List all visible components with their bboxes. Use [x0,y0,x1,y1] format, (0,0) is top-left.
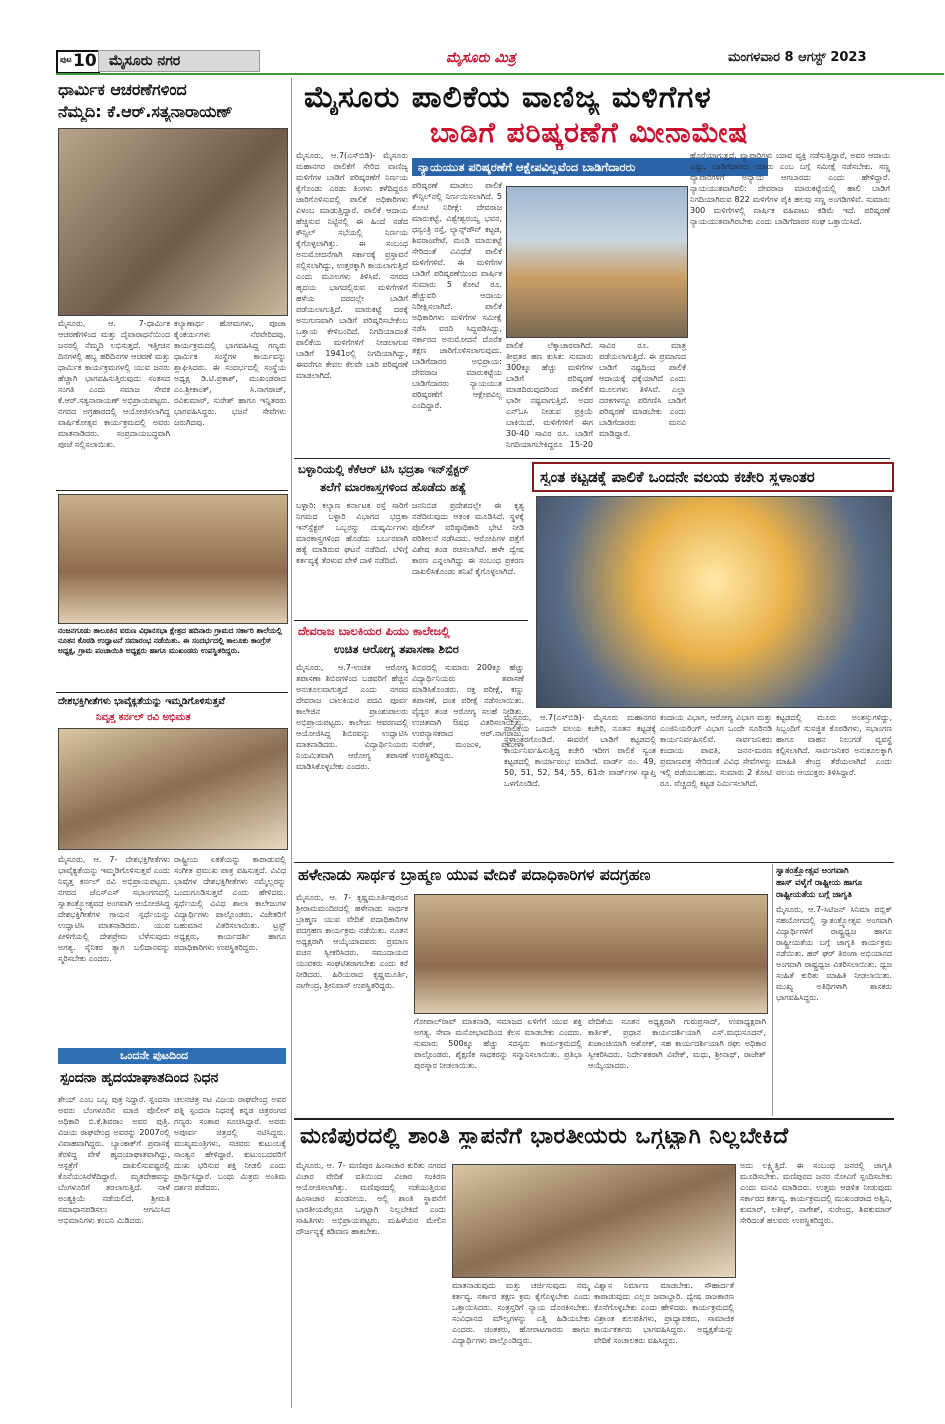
masthead-rule [56,73,944,75]
lead-col-3: ಪಾಲಿಕೆ ಲೆಕ್ಕಾಚಾರವಾಗಿದೆ. ತೀವ್ರತರ ಹಣ ಕುಸಿತ: ಸುಮಾರು 300ಕ್ಕೂ ಹೆಚ್ಚು ಮಳಿಗೆಗಳ ಬಾಡಿಗೆ ಪರಿಷ್ಕರಣೆ ಮಾಡದಿರುವುದರಿಂದ ಪಾಲಿಕೆಗೆ ಭಾರೀ ನಷ್ಟವಾಗುತ್ತಿದೆ. ಅದರ ಎನ್‌ಓಸಿ ನೀಡುವ ಪ್ರಕ್ರಿಯೆ ಬಾಕಿಯಿದೆ. ಮಳಿಗೆಗಳಿಗೆ ಈಗ 30-40 ಸಾವಿರ ರೂ. ಬಾಡಿಗೆ ನಿಗದಿಯಾಗಬೇಕಿದ್ದರೂ 15-20 ಸಾವಿರ ರೂ. ಮಾತ್ರ ಪಡೆಯಲಾಗುತ್ತಿದೆ. ಈ ಪ್ರಮಾಣದ ಬಾಡಿಗೆ ನಷ್ಟದಿಂದ ಪಾಲಿಕೆ ಆದಾಯಕ್ಕೆ ಧಕ್ಕೆಯಾಗಿದೆ ಎಂದು ಮೂಲಗಳು ತಿಳಿಸಿವೆ. ಎಲ್ಲಾ ದರಕಗಳನ್ನೂ ಪರಿಗಣಿಸಿ ಬಾಡಿಗೆ ಪರಿಷ್ಕರಣೆ ಮಾಡಬೇಕು ಎಂದು ಬಾಡಿಗೆದಾರರು ಮನವಿ ಮಾಡಿದ್ದಾರೆ. [506,341,686,449]
halenadu-col-2: ಗೋಪಾಲ್‌ರಾವ್ ಮಾತನಾಡಿ, ಸಮಾಜದ ಏಳಿಗೆಗೆ ಯುವ ಶಕ್ತಿ ಅಗತ್ಯ. ಸೇವಾ ಮನೋಭಾವದಿಂದ ಕೆಲಸ ಮಾಡಬೇಕು ಎಂದರು. ಸುಮಾರು 500ಕ್ಕೂ ಹೆಚ್ಚು ಸದಸ್ಯರು ಕಾರ್ಯಕ್ರಮದಲ್ಲಿ ಪಾಲ್ಗೊಂಡರು. ಶೈಕ್ಷಣಿಕ ಸಾಧಕರನ್ನು ಸನ್ಮಾನಿಸಲಾಯಿತು. ಪ್ರತಿಭಾ ಪುರಸ್ಕಾರ ನೀಡಲಾಯಿತು. [414,1017,582,1070]
lead-col-4: ಹೊರೆಯಾಗುತ್ತದೆ. ವ್ಯಾಪಾರಿಗಳು ಯಾವ ವ್ಯಕ್ತಿ ನಡೆಸುತ್ತಿದ್ದಾರೆ, ಅವರ ಆದಾಯ ಎಷ್ಟು, ಬಾಡಿಗೆದಾರರು ಯಾರು ಎಂಬ ಬಗ್ಗೆ ಸಮೀಕ್ಷೆ ನಡೆಸಬೇಕು. ಸಣ್ಣ ವ್ಯಾಪಾರಿಗಳಿಗೆ ಅನ್ಯಾಯ ಆಗಬಾರದು ಎಂದು ಹೇಳಿದ್ದಾರೆ. ನ್ಯಾಯಯುತವಾಗಿರಲಿ: ದೇವರಾಜ ಮಾರುಕಟ್ಟೆಯಲ್ಲಿ ಹಾಲಿ ಬಾಡಿಗೆ ನಿಗದಿಯಾಗಿರುವ 822 ಮಳಿಗೆಗಳ ಪೈಕಿ ಹಲವು ಸಣ್ಣ ಅಂಗಡಿಗಳಿವೆ. ಸುಮಾರು 300 ಮಳಿಗೆಗಳಲ್ಲಿ ವಾರ್ಷಿಕ ವಹಿವಾಟು ಕಡಿಮೆ ಇದೆ. ಪರಿಷ್ಕರಣೆ ನ್ಯಾಯಯುತವಾಗಿರಬೇಕು ಎಂದು ಬಾಡಿಗೆದಾರರ ಸಂಘ ಒತ್ತಾಯಿಸಿದೆ. [690,151,890,226]
page-number-box [56,50,100,74]
zone-headline-bar [532,462,894,492]
story-ballari [294,460,528,618]
devaraj-headline-1: ದೇವರಾಜ ಬಾಲಕಿಯರ ಪಿಯು ಕಾಲೇಜಲ್ಲಿ [298,624,450,638]
section-banner-label: ಒಂದನೇ ಪುಟದಿಂದ [120,1049,189,1062]
ballari-headline-1: ಬಳ್ಳಾರಿಯಲ್ಲಿ ಕೆಕೆಆರ್ ಟಿಸಿ ಭದ್ರತಾ ಇನ್‌ಸ್ಪೆಕ್ಟರ್ [298,462,469,476]
zone-col-1: ಮೈಸೂರು, ಆ.7(ಎಸ್‌ಬಿಡಿ)- ಮೈಸೂರು ಮಹಾನಗರ ಪಾಲಿಕೆಯ ಒಂದನೇ ವಲಯ ಕಚೇರಿ, ನೂತನ ಕಟ್ಟಡಕ್ಕೆ ಸ್ಥಳಾಂತರಗೊಂಡಿದೆ. ಈವರೆಗೆ ಬಾಡಿಗೆ ಕಟ್ಟಡದಲ್ಲಿ ಕಾರ್ಯನಿರ್ವಹಿಸುತ್ತಿದ್ದ ಕಚೇರಿ ಇದೀಗ ಪಾಲಿಕೆ ಸ್ವಂತ ಕಟ್ಟಡದಲ್ಲಿ ಕಾರ್ಯಾರಂಭ ಮಾಡಿದೆ. ವಾರ್ಡ್ ನಂ. 49, 50, 51, 52, 54, 55, 61ನೇ ವಾರ್ಡ್‌ಗಳ ವ್ಯಾಪ್ತಿ ಒಳಗೊಂಡಿದೆ. [504,713,656,788]
masthead [56,48,944,72]
ballari-col-1: ಬಳ್ಳಾರಿ: ಕಲ್ಯಾಣ ಕರ್ನಾಟಕ ರಸ್ತೆ ಸಾರಿಗೆ ನಿಗಮದ ಬಳ್ಳಾರಿ ವಿಭಾಗದ ಭದ್ರತಾ ಇನ್‌ಸ್ಪೆಕ್ಟರ್ ಒಬ್ಬರನ್ನು ದುಷ್ಕರ್ಮಿಗಳು ಮಾರಕಾಸ್ತ್ರಗಳಿಂದ ಹೊಡೆದು ಬರ್ಬರವಾಗಿ ಹತ್ಯೆ ಮಾಡಿರುವ ಘಟನೆ ನಡೆದಿದೆ. ಬೆಳಿಗ್ಗೆ ಕರ್ತವ್ಯಕ್ಕೆ ತೆರಳುವ ವೇಳೆ ದಾಳಿ ನಡೆದಿದೆ. [296,501,408,565]
story-patriotic [56,694,288,1026]
market-building-photo [506,186,688,338]
lead-story [294,78,890,458]
devaraj-col-2: ಶಿಬಿರದಲ್ಲಿ ಸುಮಾರು 200ಕ್ಕೂ ಹೆಚ್ಚು ವಿದ್ಯಾರ್ಥಿನಿಯರು ತಪಾಸಣೆ ಮಾಡಿಸಿಕೊಂಡರು. ರಕ್ತ ಪರೀಕ್ಷೆ, ಕಣ್ಣು ತಪಾಸಣೆ, ದಂತ ಪರೀಕ್ಷೆ ನಡೆಸಲಾಯಿತು. ವೈದ್ಯರ ತಂಡ ಆರೋಗ್ಯ ಸಲಹೆ ನೀಡಿತು. ಉಚಿತವಾಗಿ ಔಷಧ ವಿತರಿಸಲಾಯಿತು. ಉಪನ್ಯಾಸಕರಾದ ಆರ್.ನಾಗರಾಜು, ಸುರೇಶ್, ಮಂಜುಳ, ಪ್ರಮೀಳಾ ಉಪಸ್ಥಿತರಿದ್ದರು. [412,663,524,760]
manipur-col-3: ವಿಶ್ವಾಸ ನಿರ್ಮಾಣ ಮಾಡಬೇಕು. ಸೌಹಾರ್ದತೆ ಕಾಪಾಡುವುದು ಎಲ್ಲರ ಜವಾಬ್ದಾರಿ. ದ್ವೇಷ ರಾಜಕಾರಣ ಕೊನೆಗೊಳ್ಳಬೇಕು ಎಂದು ಹೇಳಿದರು. ಕಾರ್ಯಕ್ರಮದಲ್ಲಿ ವಿಶ್ರಾಂತ ಕುಲಪತಿಗಳು, ಪ್ರಾಧ್ಯಾಪಕರು, ಸಾಮಾಜಿಕ ಕಾರ್ಯಕರ್ತರು ಭಾಗವಹಿಸಿದ್ದರು. ಅಧ್ಯಕ್ಷತೆಯನ್ನು ವೇದಿಕೆ ಸಂಚಾಲಕರು ವಹಿಸಿದ್ದರು. [594,1281,734,1345]
patriotic-col-2: ರಾಷ್ಟ್ರೀಯ ಏಕತೆಯನ್ನು ಕಾಪಾಡುವಲ್ಲಿ ಸಂಗೀತ ಪ್ರಮುಖ ಪಾತ್ರ ವಹಿಸುತ್ತದೆ. ವಿವಿಧ ಭಾಷೆಗಳ ದೇಶಭಕ್ತಿಗೀತೆಗಳು ನಮ್ಮೆಲ್ಲರನ್ನು ಒಂದುಗೂಡಿಸುತ್ತವೆ ಎಂದು ಹೇಳಿದರು. ಸ್ಪರ್ಧೆಯಲ್ಲಿ ವಿವಿಧ ಶಾಲಾ ಕಾಲೇಜುಗಳ ವಿದ್ಯಾರ್ಥಿಗಳು ಪಾಲ್ಗೊಂಡರು. ವಿಜೇತರಿಗೆ ಬಹುಮಾನ ವಿತರಿಸಲಾಯಿತು. ಟ್ರಸ್ಟ್ ಅಧ್ಯಕ್ಷರು, ಕಾರ್ಯದರ್ಶಿ ಹಾಗೂ ಪದಾಧಿಕಾರಿಗಳು ಉಪಸ್ಥಿತರಿದ್ದರು. [174,855,286,952]
patriotic-subhead: ನಿವೃತ್ತ ಕರ್ನಲ್ ರವಿ ಅಭಿಮತ [96,712,191,723]
page-label: ಪುಟ [60,55,72,64]
independence-col-1: ಮೈಸೂರು, ಆ.7-ಸಿಟಿಜನ್ ಸಿನಿಮಾ ಪಬ್ಲಿಕ್ ಸಹಯೋಗದಲ್ಲಿ ಸ್ವಾತಂತ್ರ್ಯೋತ್ಸವ ಅಂಗವಾಗಿ ವಿದ್ಯಾರ್ಥಿಗಳಿಗೆ ರಾಷ್ಟ್ರಧ್ವಜ ಹಾಗೂ ರಾಷ್ಟ್ರೀಯತೆಯ ಬಗ್ಗೆ ಜಾಗೃತಿ ಕಾರ್ಯಕ್ರಮ ನಡೆಯಿತು. ಹರ್ ಘರ್ ತಿರಂಗಾ ಅಭಿಯಾನದ ಅಂಗವಾಗಿ ರಾಷ್ಟ್ರಧ್ವಜ ವಿತರಿಸಲಾಯಿತು. ಧ್ವಜ ಸಂಹಿತೆ ಕುರಿತು ಮಾಹಿತಿ ನೀಡಲಾಯಿತು. ಮುಖ್ಯ ಅತಿಥಿಗಳಾಗಿ ಶಾಸಕರು ಭಾಗವಹಿಸಿದ್ದರು. [776,905,892,1002]
story-zone-office [504,462,894,862]
spandana-col-2: ಚಲನಚಿತ್ರ ನಟ ವಿಜಯ ರಾಘವೇಂದ್ರ ಅವರ ಪತ್ನಿ ಸ್ಪಂದನಾ ನಿಧನಕ್ಕೆ ಕನ್ನಡ ಚಿತ್ರರಂಗದ ಗಣ್ಯರು ಸಂತಾಪ ಸೂಚಿಸಿದ್ದಾರೆ. ಅವರು ಅಪೂರ್ವ ಚಿತ್ರದಲ್ಲಿ ನಟಿಸಿದ್ದರು. ಮುಖ್ಯಮಂತ್ರಿಗಳು, ಸಚಿವರು ಕುಟುಂಬಕ್ಕೆ ಸಾಂತ್ವನ ಹೇಳಿದ್ದಾರೆ. ಕುಟುಂಬದವರಿಗೆ ದುಃಖ ಭರಿಸುವ ಶಕ್ತಿ ನೀಡಲಿ ಎಂದು ಪ್ರಾರ್ಥಿಸಿದ್ದಾರೆ. ಬಂಧು ಮಿತ್ರರು ಅಂತಿಮ ದರ್ಶನ ಪಡೆದರು. [174,1095,286,1192]
religious-photo [58,128,288,316]
column-divider [291,78,292,1408]
story-devaraj [294,622,528,860]
lead-col-1: ಮೈಸೂರು, ಆ.7(ಎಸ್‌ಬಿಡಿ)- ಮೈಸೂರು ಮಹಾನಗರ ಪಾಲಿಕೆಗೆ ಸೇರಿದ ವಾಣಿಜ್ಯ ಮಳಿಗೆಗಳ ಬಾಡಿಗೆ ಪರಿಷ್ಕರಣೆಗೆ ನಿರ್ಣಯ ಕೈಗೊಂಡು ಎರಡು ತಿಂಗಳು ಕಳೆದಿದ್ದರೂ ಜಾರಿಗೊಳಿಸುವಲ್ಲಿ ಪಾಲಿಕೆ ಅಧಿಕಾರಿಗಳು ವಿಳಂಬ ಮಾಡುತ್ತಿದ್ದಾರೆ. ಪಾಲಿಕೆ ಆದಾಯ ಹೆಚ್ಚಿಸುವ ನಿಟ್ಟಿನಲ್ಲಿ ಈ ಹಿಂದೆ ನಡೆದ ಕೌನ್ಸಿಲ್ ಸಭೆಯಲ್ಲಿ ನಿರ್ಣಯ ಕೈಗೊಳ್ಳಲಾಗಿತ್ತು. ಈ ಸಂಬಂಧ ಅನುಮೋದನೆಗಾಗಿ ಸರ್ಕಾರಕ್ಕೆ ಪ್ರಸ್ತಾವನೆ ಸಲ್ಲಿಸಲಾಗಿದ್ದು, ಉತ್ತರಕ್ಕಾಗಿ ಕಾಯಲಾಗುತ್ತಿದೆ ಎಂದು ಮೂಲಗಳು ತಿಳಿಸಿವೆ. ನಗರದ ಹೃದಯ ಭಾಗದಲ್ಲಿರುವ ಮಳಿಗೆಗಳಿಗೆ ಹಳೆಯ ದರದಲ್ಲೇ ಬಾಡಿಗೆ ಪಡೆಯಲಾಗುತ್ತಿದೆ. ಮಾರುಕಟ್ಟೆ ದರಕ್ಕೆ ಅನುಗುಣವಾಗಿ ಬಾಡಿಗೆ ಪರಿಷ್ಕರಿಸಬೇಕೆಂಬ ಒತ್ತಾಯ ಕೇಳಿಬಂದಿದೆ. ನಿಗದಿಯಾದಂತೆ ಪಾಲಿಕೆಯ ಮಳಿಗೆಗಳಿಗೆ ನೀಡಲಾಗುವ ಬಾಡಿಗೆ 1941ರಲ್ಲಿ ನಿಗದಿಯಾಗಿದ್ದು, ಈವರೆಗೂ ಕೇವಲ ಕೆಲವೇ ಬಾರಿ ಪರಿಷ್ಕರಣೆ ಮಾಡಲಾಗಿದೆ. [296,151,408,380]
story-halenadu [294,864,770,1116]
section-title: ಮೈಸೂರು ನಗರ [109,53,181,69]
religious-col-1: ಮೈಸೂರು, ಆ. 7-ಧಾರ್ಮಿಕ ಆಚರಣೆಗಳಿಂದ ಮತ್ತು ದೈವಾರಾಧನೆಯಿಂದ ಜನರಲ್ಲಿ ನೆಮ್ಮದಿ ಲಭಿಸುತ್ತದೆ. ಇತ್ತೀಚಿನ ದಿನಗಳಲ್ಲಿ ಹಬ್ಬ ಹರಿದಿನಗಳ ಆಚರಣೆ ಮತ್ತು ಧಾರ್ಮಿಕ ಕಾರ್ಯಕ್ರಮಗಳಲ್ಲಿ ಯುವ ಜನರು ಹೆಚ್ಚಾಗಿ ಭಾಗವಹಿಸುತ್ತಿರುವುದು ಸಂತಸದ ಸಂಗತಿ ಎಂದು ಸಮಾಜ ಸೇವಕ ಕೆ.ಆರ್.ಸತ್ಯನಾರಾಯಣ್ ಅಭಿಪ್ರಾಯಪಟ್ಟರು. ನಗರದ ಅಗ್ರಹಾರದಲ್ಲಿ ಆಯೋಜಿಸಲಾಗಿದ್ದ ವಾರ್ಷಿಕೋತ್ಸವ ಕಾರ್ಯಕ್ರಮದಲ್ಲಿ ಅವರು ಮಾತನಾಡಿದರು. ಸಂಪ್ರದಾಯಬದ್ಧವಾಗಿ ಪೂಜೆ ಸಲ್ಲಿಸಲಾಯಿತು. [58,319,170,449]
zone-headline: ಸ್ವಂತ ಕಟ್ಟಡಕ್ಕೆ ಪಾಲಿಕೆ ಒಂದನೇ ವಲಯ ಕಚೇರಿ ಸ್ಥಳಾಂತರ [540,468,815,486]
paper-name: ಮೈಸೂರು ಮಿತ್ರ [446,50,516,66]
divider [294,862,894,863]
story-spandana [56,1066,288,1406]
halenadu-headline: ಹಳೇನಾಡು ಸಾರ್ಥಕ ಬ್ರಾಹ್ಮಣ ಯುವ ವೇದಿಕೆ ಪದಾಧಿಕಾರಿಗಳ ಪದಗ್ರಹಣ [298,866,651,884]
religious-headline-1: ಧಾರ್ಮಿಕ ಆಚರಣೆಗಳಿಂದ [58,80,187,99]
divider [56,692,288,693]
devaraj-headline-2: ಉಚಿತ ಆರೋಗ್ಯ ತಪಾಸಣಾ ಶಿಬಿರ [334,642,459,656]
patriotic-headline: ದೇಶಭಕ್ತಿಗೀತೆಗಳು ಭಾವೈಕ್ಯತೆಯನ್ನು ಇಮ್ಮಡಿಗೊಳಿಸುತ್ತವೆ [58,696,225,707]
manipur-photo [452,1164,736,1278]
divider [294,458,890,459]
school-caption: ನಂಜನಗೂಡು ತಾಲೂಕಿನ ವರುಣ ವಿಧಾನಸಭಾ ಕ್ಷೇತ್ರದ ಹದಿನಾರು ಗ್ರಾಮದ ಸರ್ಕಾರಿ ಶಾಲೆಯಲ್ಲಿ ನೂತನ ಕೊಠಡಿ ಉದ್ಘಾಟನೆ ಸಮಾರಂಭ ನಡೆಯಿತು. ಈ ಸಂದರ್ಭದಲ್ಲಿ ತಾಲೂಕು ಕಾಂಗ್ರೆಸ್ ಅಧ್ಯಕ್ಷ, ಗ್ರಾಮ ಪಂಚಾಯಿತಿ ಅಧ್ಯಕ್ಷರು ಹಾಗೂ ಮುಖಂಡರು ಉಪಸ್ಥಿತರಿದ್ದರು. [58,626,282,655]
zone-col-3: ಕಟ್ಟಡದಲ್ಲಿ ಮೂರು ಅಂತಸ್ತುಗಳಿದ್ದು, ಸಿಬ್ಬಂದಿಗೆ ಸುಸಜ್ಜಿತ ಕೊಠಡಿಗಳು, ಸಭಾಂಗಣ ಹಾಗೂ ವಾಹನ ನಿಲುಗಡೆ ವ್ಯವಸ್ಥೆ ಕಲ್ಪಿಸಲಾಗಿದೆ. ಸಾರ್ವಜನಿಕರ ಅನುಕೂಲಕ್ಕಾಗಿ ಮಾಹಿತಿ ಕೇಂದ್ರ ತೆರೆಯಲಾಗಿದೆ ಎಂದು ವಲಯ ಆಯುಕ್ತರು ತಿಳಿಸಿದ್ದಾರೆ. [776,713,892,777]
religious-col-2: ಕಲ್ಯಾಣಾರ್ಥ ಹೋಮಗಳು, ಪೂಜಾ ಕೈಂಕರ್ಯಗಳು ನೆರವೇರಿದವು. ಕಾರ್ಯಕ್ರಮದಲ್ಲಿ ಭಾಗವಹಿಸಿದ್ದ ಗಣ್ಯರು ಧಾರ್ಮಿಕ ಸಂಸ್ಥೆಗಳ ಕಾರ್ಯವನ್ನು ಶ್ಲಾಘಿಸಿದರು. ಈ ಸಂದರ್ಭದಲ್ಲಿ ಸಂಸ್ಥೆಯ ಅಧ್ಯಕ್ಷ ಡಿ.ಟಿ.ಪ್ರಕಾಶ್, ಮುಖಂಡರಾದ ಎಂ.ಶ್ರೀಕಾಂತ್, ಸಿ.ನಾಗರಾಜ್, ರವಿಕುಮಾರ್, ಸುರೇಶ್ ಹಾಗೂ ಇನ್ನಿತರರು ಭಾಗವಹಿಸಿದ್ದರು. ಭಜನೆ ಸೇವೆಗಳು ಜರುಗಿದವು. [174,319,286,427]
manipur-col-2: ಮಾತನಾಡುವುದು ಮತ್ತು ಚರ್ಚಿಸುವುದು ನಮ್ಮ ಕರ್ತವ್ಯ. ಸರ್ಕಾರ ತಕ್ಷಣ ಕ್ರಮ ಕೈಗೊಳ್ಳಬೇಕು ಎಂದು ಒತ್ತಾಯಿಸಿದರು. ಸಂತ್ರಸ್ತರಿಗೆ ನ್ಯಾಯ ದೊರಕಿಸಬೇಕು. ಸಂವಿಧಾನದ ಮೌಲ್ಯಗಳನ್ನು ಎತ್ತಿ ಹಿಡಿಯಬೇಕು ಎಂದರು. ಚಿಂತಕರು, ಹೋರಾಟಗಾರರು ಹಾಗೂ ವಿದ್ಯಾರ್ಥಿಗಳು ಪಾಲ್ಗೊಂಡಿದ್ದರು. [452,1281,590,1345]
manipur-col-4: ಅದು ಲಕ್ಷ್ಮಿತ್ತಿದೆ. ಈ ಸಂಬಂಧ ಜನರಲ್ಲಿ ಜಾಗೃತಿ ಮೂಡಿಸಬೇಕು. ಮಣಿಪುರದ ಜನರ ನೋವಿಗೆ ಸ್ಪಂದಿಸಬೇಕು ಎಂದು ಮನವಿ ಮಾಡಿದರು. ಉತ್ತಮ ಆಡಳಿತ ನೀಡುವುದು ಸರ್ಕಾರದ ಕರ್ತವ್ಯ. ಕಾರ್ಯಕ್ರಮದಲ್ಲಿ ಮುಖಂಡರಾದ ಅಶ್ವಿನಿ, ಕುಮಾರ್, ಲತೀಫ್, ನಾಗೇಶ್, ಸುರೇಂದ್ರ, ಶಿವಕುಮಾರ್ ಸೇರಿದಂತೆ ಹಲವರು ಉಪಸ್ಥಿತರಿದ್ದರು. [740,1161,892,1225]
story-manipur [294,1120,894,1410]
devaraj-col-1: ಮೈಸೂರು, ಆ.7-ಉಚಿತ ಆರೋಗ್ಯ ತಪಾಸಣಾ ಶಿಬಿರಗಳಿಂದ ಬಡವರಿಗೆ ಹೆಚ್ಚಿನ ಅನುಕೂಲವಾಗುತ್ತದೆ ಎಂದು ನಗರದ ದೇವರಾಜ ಬಾಲಕಿಯರ ಪದವಿ ಪೂರ್ವ ಕಾಲೇಜಿನ ಪ್ರಾಂಶುಪಾಲರು ಅಭಿಪ್ರಾಯಪಟ್ಟರು. ಕಾಲೇಜು ಆವರಣದಲ್ಲಿ ಆಯೋಜಿಸಿದ್ದ ಶಿಬಿರವನ್ನು ಉದ್ಘಾಟಿಸಿ ಮಾತನಾಡಿದರು. ವಿದ್ಯಾರ್ಥಿನಿಯರು ನಿಯಮಿತವಾಗಿ ಆರೋಗ್ಯ ತಪಾಸಣೆ ಮಾಡಿಸಿಕೊಳ್ಳಬೇಕು ಎಂದರು. [296,663,408,771]
halenadu-photo [414,894,768,1014]
independence-headline-2: ಹಾಸ್ ವಳೈಗೆ ರಾಷ್ಟ್ರೀಯ ಹಾಗೂ [776,878,863,888]
page-number: 10 [73,51,97,71]
religious-headline-2: ನೆಮ್ಮದಿ: ಕೆ.ಆರ್.ಸತ್ಯನಾರಾಯಣ್ [58,102,233,121]
story-religious [56,78,288,489]
story-independence [776,864,894,1116]
section-tab [98,50,260,72]
spandana-headline: ಸ್ಪಂದನಾ ಹೃದಯಾಘಾತದಿಂದ ನಿಧನ [60,1070,219,1086]
spandana-col-1: ಶೇಯ್ ಎಂಬ ಒಬ್ಬ ಪುತ್ರ ನಿದ್ದಾರೆ. ಸ್ಪಂದನಾ ಅವರು ಬೆಂಗಳೂರಿನ ಮಾಜಿ ಪೊಲೀಸ್ ಅಧಿಕಾರಿ ಬಿ.ಕೆ.ಶಿವರಾಂ ಅವರ ಪುತ್ರಿ. ವಿಜಯ ರಾಘವೇಂದ್ರ ಅವರನ್ನು 2007ರಲ್ಲಿ ವಿವಾಹವಾಗಿದ್ದರು. ಬ್ಯಾಂಕಾಕ್‌ಗೆ ಪ್ರವಾಸಕ್ಕೆ ತೆರಳಿದ್ದ ವೇಳೆ ಹೃದಯಾಘಾತವಾಗಿದ್ದು, ಆಸ್ಪತ್ರೆಗೆ ದಾಖಲಿಸುವಷ್ಟರಲ್ಲಿ ಕೊನೆಯುಸಿರೆಳೆದಿದ್ದಾರೆ. ಮೃತದೇಹವನ್ನು ಬೆಂಗಳೂರಿಗೆ ತರಲಾಗುತ್ತಿದೆ. ನಾಳೆ ಅಂತ್ಯಕ್ರಿಯೆ ನಡೆಯಲಿದೆ. ಶ್ರೀಮತಿ ಸಮಾಧಾನಪಡಿಸಲು ಆಗಮಿಸಿದ ಅಭಿಮಾನಿಗಳು ಕಂಬನಿ ಮಿಡಿದರು. [58,1095,170,1225]
ballari-headline-2: ತಲೆಗೆ ಮಾರಕಾಸ್ತ್ರಗಳಿಂದ ಹೊಡೆದು ಹತ್ಯೆ [320,480,467,494]
issue-date: ಮಂಗಳವಾರ 8 ಆಗಸ್ಟ್ 2023 [728,50,867,65]
zone-building-photo [536,496,892,708]
school-photo [58,494,288,624]
lead-headline-2: ಬಾಡಿಗೆ ಪರಿಷ್ಕರಣೆಗೆ ಮೀನಾಮೇಷ [430,116,749,149]
lead-headline-1: ಮೈಸೂರು ಪಾಲಿಕೆಯ ವಾಣಿಜ್ಯ ಮಳಿಗೆಗಳ [304,80,712,115]
ballari-col-2: ಜನನಿಬಿಡ ಪ್ರದೇಶದಲ್ಲೇ ಈ ಕೃತ್ಯ ನಡೆದಿರುವುದು ಆತಂಕ ಮೂಡಿಸಿದೆ. ಸ್ಥಳಕ್ಕೆ ಪೊಲೀಸ್ ವರಿಷ್ಠಾಧಿಕಾರಿ ಭೇಟಿ ನೀಡಿ ಪರಿಶೀಲನೆ ನಡೆಸಿದರು. ಆರೋಪಿಗಳ ಪತ್ತೆಗೆ ವಿಶೇಷ ತಂಡ ರಚಿಸಲಾಗಿದೆ. ಹಳೇ ದ್ವೇಷ ಕಾರಣ ಎನ್ನಲಾಗಿದ್ದು ಈ ಸಂಬಂಧ ಪ್ರಕರಣ ದಾಖಲಿಸಿಕೊಂಡು ತನಿಖೆ ಕೈಗೊಳ್ಳಲಾಗಿದೆ. [412,501,524,576]
halenadu-col-1: ಮೈಸೂರು, ಆ. 7- ಕೃಷ್ಣಮೂರ್ತಿಪುರಂನ ಶ್ರೀರಾಮಮಂದಿರದಲ್ಲಿ ಹಳೇನಾಡು ಸಾರ್ಥಕ ಬ್ರಾಹ್ಮಣ ಯುವ ವೇದಿಕೆ ಪದಾಧಿಕಾರಿಗಳ ಪದಗ್ರಹಣ ಕಾರ್ಯಕ್ರಮ ನಡೆಯಿತು. ನೂತನ ಅಧ್ಯಕ್ಷರಾಗಿ ಆಯ್ಕೆಯಾದವರು ಪ್ರಮಾಣ ವಚನ ಸ್ವೀಕರಿಸಿದರು. ಸಮುದಾಯದ ಯುವಕರು ಸಂಘಟಿತರಾಗಬೇಕು ಎಂದು ಕರೆ ನೀಡಿದರು. ಹಿರಿಯರಾದ ಕೃಷ್ಣಮೂರ್ತಿ, ನಾಗೇಂದ್ರ, ಶ್ರೀನಿವಾಸ್ ಉಪಸ್ಥಿತರಿದ್ದರು. [296,893,408,990]
manipur-col-1: ಮೈಸೂರು, ಆ. 7- ಮಣಿಪುರ ಹಿಂಸಾಚಾರ ಕುರಿತು ನಗರದ ವಿಚಾರ ವೇದಿಕೆ ವತಿಯಿಂದ ವಿಚಾರ ಸಂಕಿರಣ ಆಯೋಜಿಸಲಾಗಿತ್ತು. ಮಣಿಪುರದಲ್ಲಿ ನಡೆಯುತ್ತಿರುವ ಹಿಂಸಾಚಾರ ಖಂಡನೀಯ. ಅಲ್ಲಿ ಶಾಂತಿ ಸ್ಥಾಪನೆಗೆ ಭಾರತೀಯರೆಲ್ಲರೂ ಒಗ್ಗಟ್ಟಾಗಿ ನಿಲ್ಲಬೇಕಿದೆ ಎಂದು ಸಾಹಿತಿಗಳು ಅಭಿಪ್ರಾಯಪಟ್ಟರು. ಮಹಿಳೆಯರ ಮೇಲಿನ ದೌರ್ಜನ್ಯಕ್ಕೆ ಕಡಿವಾಣ ಹಾಕಬೇಕು. [296,1161,446,1236]
patriotic-photo [58,728,288,850]
section-banner [58,1048,286,1064]
independence-headline-1: ಸ್ವಾತಂತ್ರ್ಯೋತ್ಸವ ಅಂಗವಾಗಿ [776,866,849,876]
halenadu-col-3: ವೇದಿಕೆಯ ನೂತನ ಅಧ್ಯಕ್ಷರಾಗಿ ಗುರುಪ್ರಸಾದ್, ಉಪಾಧ್ಯಕ್ಷರಾಗಿ ಕಾರ್ತಿಕ್, ಪ್ರಧಾನ ಕಾರ್ಯದರ್ಶಿಯಾಗಿ ಎಸ್.ಮಧುಸೂದನ್, ಖಜಾಂಚಿಯಾಗಿ ಅಶೋಕ್, ಸಹ ಕಾರ್ಯದರ್ಶಿಯಾಗಿ ರಘು ಅಧಿಕಾರ ಸ್ವೀಕರಿಸಿದರು. ನಿರ್ದೇಶಕರಾಗಿ ವಿವೇಕ್, ಮಧು, ಶ್ರೀನಾಥ್, ರಾಜೇಶ್ ಆಯ್ಕೆಯಾದರು. [588,1017,766,1070]
patriotic-col-1: ಮೈಸೂರು, ಆ. 7- ದೇಶಭಕ್ತಿಗೀತೆಗಳು ಭಾವೈಕ್ಯತೆಯನ್ನು ಇಮ್ಮಡಿಗೊಳಿಸುತ್ತವೆ ಎಂದು ನಿವೃತ್ತ ಕರ್ನಲ್ ರವಿ ಅಭಿಪ್ರಾಯಪಟ್ಟರು. ನಗರದ ಜೆಎಸ್‌ಎಸ್ ಸಭಾಂಗಣದಲ್ಲಿ ಸ್ವಾತಂತ್ರ್ಯೋತ್ಸವದ ಅಂಗವಾಗಿ ಆಯೋಜಿಸಿದ್ದ ದೇಶಭಕ್ತಿಗೀತೆಗಳ ಗಾಯನ ಸ್ಪರ್ಧೆಯನ್ನು ಉದ್ಘಾಟಿಸಿ ಮಾತನಾಡಿದರು. ಯುವ ಪೀಳಿಗೆಯಲ್ಲಿ ದೇಶಪ್ರೇಮ ಬೆಳೆಸುವುದು ಅಗತ್ಯ. ಸೈನಿಕರ ತ್ಯಾಗ ಬಲಿದಾನವನ್ನು ಸ್ಮರಿಸಬೇಕು ಎಂದರು. [58,855,170,963]
independence-headline-3: ರಾಷ್ಟ್ರೀಯತೆಯ ಬಗ್ಗೆ ಜಾಗೃತಿ [776,890,852,900]
lead-col-2: ಪರಿಷ್ಕರಣೆ ಮಾಡಲು ಪಾಲಿಕೆ ಕೌನ್ಸಿಲ್‌ನಲ್ಲಿ ನಿರ್ಣಯಿಸಲಾಗಿದೆ. 5 ಕೋಟಿ ನಿರೀಕ್ಷೆ: ದೇವರಾಜ ಮಾರುಕಟ್ಟೆ, ವಿಶ್ವೇಶ್ವರಯ್ಯ ಭವನ, ಧನ್ವಂತ್ರಿ ರಸ್ತೆ, ಲ್ಯಾನ್ಸ್‌ಡೌನ್ ಕಟ್ಟಡ, ಶಿವರಾಂಪೇಟೆ, ಮಂಡಿ ಮಾರುಕಟ್ಟೆ ಸೇರಿದಂತೆ ವಿವಿಧೆಡೆ ಪಾಲಿಕೆ ಮಳಿಗೆಗಳಿವೆ. ಈ ಮಳಿಗೆಗಳ ಬಾಡಿಗೆ ಪರಿಷ್ಕರಣೆಯಿಂದ ವಾರ್ಷಿಕ ಸುಮಾರು 5 ಕೋಟಿ ರೂ. ಹೆಚ್ಚುವರಿ ಆದಾಯ ನಿರೀಕ್ಷಿಸಲಾಗಿದೆ. ಪಾಲಿಕೆ ಅಧಿಕಾರಿಗಳು ಮಳಿಗೆಗಳ ಸಮೀಕ್ಷೆ ನಡೆಸಿ ವರದಿ ಸಿದ್ಧಪಡಿಸಿದ್ದು, ಸರ್ಕಾರದ ಅನುಮೋದನೆ ದೊರೆತ ತಕ್ಷಣ ಜಾರಿಗೊಳಿಸಲಾಗುವುದು. ಬಾಡಿಗೆದಾರರ ಅಭಿಪ್ರಾಯ: ದೇವರಾಜ ಮಾರುಕಟ್ಟೆಯ ಬಾಡಿಗೆದಾರರು ನ್ಯಾಯಯುತ ಪರಿಷ್ಕರಣೆಗೆ ಆಕ್ಷೇಪವಿಲ್ಲ ಎಂದಿದ್ದಾರೆ. [412,181,502,410]
divider [56,490,288,491]
manipur-headline: ಮಣಿಪುರದಲ್ಲಿ ಶಾಂತಿ ಸ್ಥಾಪನೆಗೆ ಭಾರತೀಯರು ಒಗ್ಗಟ್ಟಾಗಿ ನಿಲ್ಲಬೇಕಿದೆ [300,1124,789,1149]
divider [294,620,528,621]
column-divider [772,864,773,1116]
lead-subhead: ನ್ಯಾಯಯುತ ಪರಿಷ್ಕರಣೆಗೆ ಆಕ್ಷೇಪವಿಲ್ಲವೆಂದ ಬಾಡಿಗೆದಾರರು [418,160,636,174]
zone-col-2: ಕಂದಾಯ ವಿಭಾಗ, ಆರೋಗ್ಯ ವಿಭಾಗ ಮತ್ತು ಎಂಜಿನಿಯರಿಂಗ್ ವಿಭಾಗ ಒಂದೇ ಸೂರಿನಡಿ ಕಾರ್ಯನಿರ್ವಹಿಸಲಿವೆ. ಸಾರ್ವಜನಿಕರು ಕಂದಾಯ ಪಾವತಿ, ಜನನ-ಮರಣ ಪ್ರಮಾಣಪತ್ರ ಸೇರಿದಂತೆ ವಿವಿಧ ಸೇವೆಗಳನ್ನು ಇಲ್ಲಿ ಪಡೆಯಬಹುದು. ಸುಮಾರು 2 ಕೋಟಿ ರೂ. ವೆಚ್ಚದಲ್ಲಿ ಕಟ್ಟಡ ನಿರ್ಮಿಸಲಾಗಿದೆ. [660,713,772,788]
